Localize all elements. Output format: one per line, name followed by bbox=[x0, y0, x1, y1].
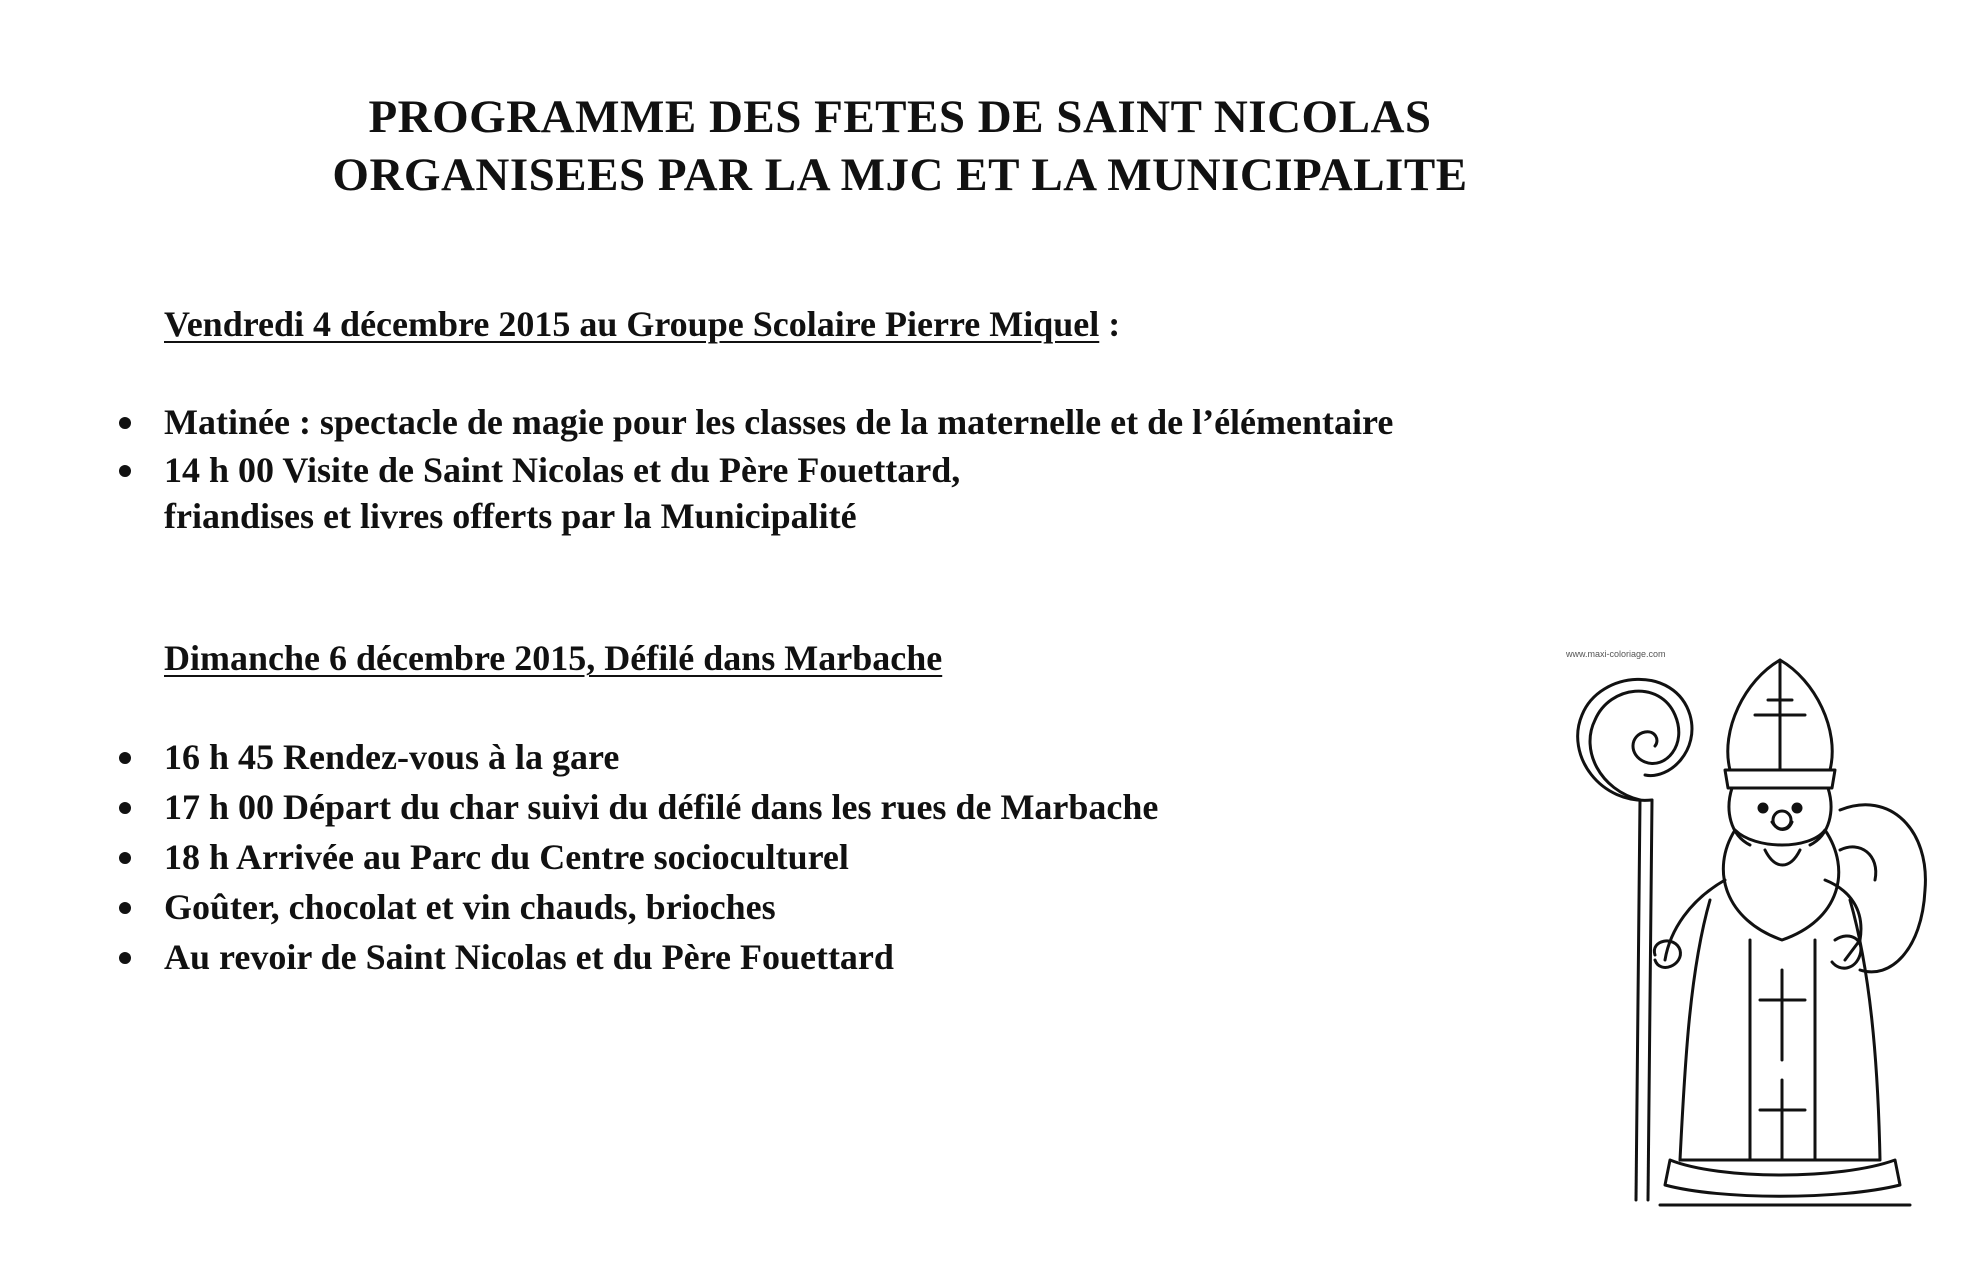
saint-nicolas-coloring-icon bbox=[1560, 640, 1940, 1220]
list-item-text: 17 h 00 Départ du char suivi du défilé dans les rues de Marbache bbox=[164, 787, 1159, 827]
bullet-icon bbox=[119, 952, 131, 964]
bullet-icon bbox=[119, 902, 131, 914]
section-heading-sunday bbox=[164, 636, 942, 680]
bullet-icon bbox=[119, 465, 131, 477]
bullet-icon bbox=[119, 852, 131, 864]
illustration-watermark: www.maxi-coloriage.com bbox=[1566, 649, 1666, 659]
list-item bbox=[0, 833, 1540, 881]
list-item-text: 16 h 45 Rendez-vous à la gare bbox=[164, 737, 620, 777]
sunday-program-list bbox=[0, 733, 1540, 981]
title-line-1: PROGRAMME DES FETES DE SAINT NICOLAS bbox=[368, 91, 1432, 143]
list-item-text: 14 h 00 Visite de Saint Nicolas et du Père Fouettard, bbox=[164, 450, 961, 490]
list-item bbox=[0, 398, 1540, 446]
title-line-2: ORGANISEES PAR LA MJC ET LA MUNICIPALITE bbox=[332, 149, 1468, 201]
bullet-icon bbox=[119, 802, 131, 814]
list-item-text-continued: friandises et livres offerts par la Municipalité bbox=[164, 496, 857, 536]
list-item bbox=[0, 446, 1540, 538]
list-item bbox=[0, 733, 1540, 781]
bullet-icon bbox=[119, 752, 131, 764]
list-item-text: Goûter, chocolat et vin chauds, brioches bbox=[164, 887, 776, 927]
section-heading-friday-suffix: : bbox=[1099, 304, 1121, 344]
list-item-text: 18 h Arrivée au Parc du Centre socioculturel bbox=[164, 837, 849, 877]
bullet-icon bbox=[119, 417, 131, 429]
list-item bbox=[0, 933, 1540, 981]
section-heading-friday bbox=[164, 302, 1120, 346]
section-heading-sunday-text: Dimanche 6 décembre 2015, Défilé dans Marbache bbox=[164, 638, 943, 678]
list-item bbox=[0, 783, 1540, 831]
friday-program-list bbox=[0, 398, 1540, 538]
list-item-text: Au revoir de Saint Nicolas et du Père Fouettard bbox=[164, 937, 894, 977]
list-item-text: Matinée : spectacle de magie pour les classes de la maternelle et de l’élémentaire bbox=[164, 402, 1394, 442]
section-heading-friday-text: Vendredi 4 décembre 2015 au Groupe Scolaire Pierre Miquel bbox=[164, 304, 1100, 344]
page-title bbox=[0, 88, 1800, 204]
list-item bbox=[0, 883, 1540, 931]
